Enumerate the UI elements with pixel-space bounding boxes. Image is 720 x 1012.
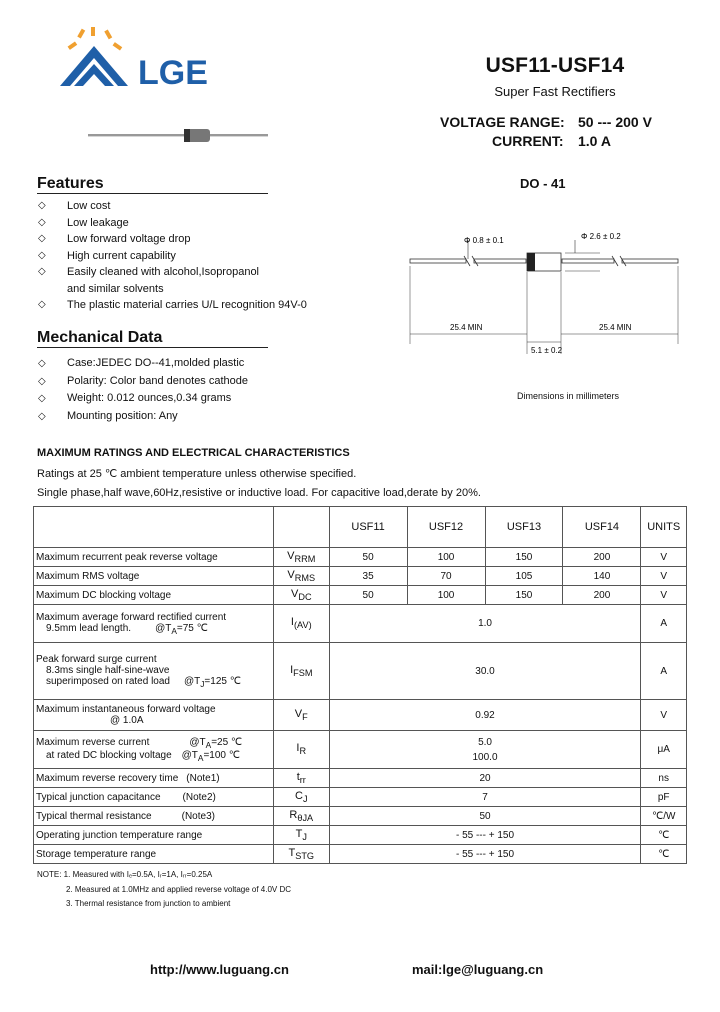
table-row: Peak forward surge current 8.3ms single half-sine-wave superimposed on rated load $@T_J=125$ ℃ $I_{FSM}$ 30.0 A: [34, 643, 687, 700]
list-item: ◇ The plastic material carries U/L recognition 94V-0: [38, 297, 307, 314]
diamond-bullet-icon: ◇: [38, 266, 46, 277]
diamond-bullet-icon: ◇: [38, 216, 46, 228]
part-number: USF11-USF14: [485, 54, 625, 77]
ratings-condition-2: Single phase,half wave,60Hz,resistive or inductive load. For capacitive load,derate by 20%.: [37, 487, 481, 499]
ratings-condition-1: Ratings at 25 ℃ ambient temperature unless otherwise specified.: [37, 468, 357, 480]
diamond-bullet-icon: ◇: [38, 249, 46, 261]
voltage-range-label: VOLTAGE RANGE:: [440, 114, 565, 130]
table-row: Maximum reverse current $@T_A=25$ ℃ at rated DC blocking voltage $@T_A=100$ ℃ $I_R$ 5.0 100.0 μA: [34, 731, 687, 769]
diamond-bullet-icon: ◇: [38, 200, 46, 211]
list-item: ◇ Case:JEDEC DO--41,molded plastic: [38, 355, 248, 373]
lead-length-left-label: 25.4 MIN: [450, 323, 483, 332]
list-item: ◇ Low cost: [38, 198, 307, 215]
footer-email-link[interactable]: mail:lge@luguang.cn: [412, 962, 544, 977]
table-row: Maximum average forward rectified current 9.5mm lead length. $@T_A=75$ ℃ $I_{(AV)}$ 1.0 A: [34, 605, 687, 643]
lead-length-right-label: 25.4 MIN: [599, 323, 632, 332]
body-length-label: 5.1 ± 0.2: [531, 346, 563, 355]
col-header-usf12: USF12: [407, 507, 485, 548]
table-row: Typical thermal resistance (Note3) $R_{\theta JA}$ 50 ℃/W: [34, 807, 687, 826]
package-name: DO - 41: [520, 176, 566, 191]
lead-diameter-label: Φ 0.8 ± 0.1: [464, 236, 504, 245]
notes: [37, 868, 291, 912]
col-header-usf13: USF13: [485, 507, 563, 548]
col-header-units: UNITS: [641, 507, 687, 548]
voltage-range-value: 50 --- 200 V: [578, 114, 652, 130]
table-header-row: [34, 507, 687, 548]
table-row: Operating junction temperature range $T_J$ - 55 --- + 150 ℃: [34, 826, 687, 845]
diamond-bullet-icon: ◇: [38, 358, 46, 369]
table-row: Maximum DC blocking voltage $V_{DC}$ 50 100 150 200 V: [34, 586, 687, 605]
part-subtitle: Super Fast Rectifiers: [494, 84, 616, 99]
dimension-note: Dimensions in millimeters: [517, 391, 620, 401]
mechanical-list: [38, 355, 248, 425]
footer-website-link[interactable]: http://www.luguang.cn: [150, 962, 289, 977]
current-label: CURRENT:: [492, 133, 564, 149]
sun-rays-icon: [68, 27, 123, 51]
table-row: Maximum recurrent peak reverse voltage $V_{RRM}$ 50 100 150 200 V: [34, 548, 687, 567]
ratings-title: MAXIMUM RATINGS AND ELECTRICAL CHARACTERISTICS: [37, 447, 350, 459]
body-diameter-label: Φ 2.6 ± 0.2: [581, 232, 621, 241]
features-title: Features: [37, 175, 104, 192]
table-row: Typical junction capacitance (Note2) $C_J$ 7 pF: [34, 788, 687, 807]
table-row: Maximum reverse recovery time (Note1) $t_{rr}$ 20 ns: [34, 769, 687, 788]
package-dimension-drawing: [400, 226, 690, 361]
note-1: NOTE: 1. Measured with Iₑ=0.5A, Iᵣ=1A, Iᵣᵣ=0.25A: [37, 870, 213, 879]
table-row: Maximum instantaneous forward voltage @ 1.0A $V_F$ 0.92 V: [34, 700, 687, 731]
note-2: 2. Measured at 1.0MHz and applied reverse voltage of 4.0V DC: [66, 884, 292, 894]
table-row: Maximum RMS voltage $V_{RMS}$ 35 70 105 140 V: [34, 567, 687, 586]
list-item: ◇ Easily cleaned with alcohol,Isopropanol: [38, 264, 307, 281]
current-value: 1.0 A: [578, 133, 611, 149]
brand-logo: [58, 24, 238, 94]
svg-text:LGE: LGE: [138, 54, 208, 92]
col-header-usf11: USF11: [329, 507, 407, 548]
list-item: ◇ Low forward voltage drop: [38, 231, 307, 248]
diode-image: [88, 126, 268, 146]
diamond-bullet-icon: ◇: [38, 393, 46, 404]
list-item: ◇ Weight: 0.012 ounces,0.34 grams: [38, 390, 248, 408]
list-item: ◇ Low leakage: [38, 215, 307, 232]
list-item: ◇ High current capability: [38, 248, 307, 265]
mountain-icon: [60, 46, 128, 86]
brand-wordmark: [138, 54, 208, 92]
diamond-bullet-icon: ◇: [38, 233, 46, 244]
ratings-table: [33, 506, 687, 864]
diamond-bullet-icon: ◇: [38, 410, 46, 422]
mechanical-title: Mechanical Data: [37, 329, 163, 346]
mechanical-divider: [37, 347, 268, 348]
diamond-bullet-icon: ◇: [38, 299, 46, 310]
diamond-bullet-icon: ◇: [38, 375, 46, 387]
note-3: 3. Thermal resistance from junction to ambient: [66, 899, 231, 908]
features-divider: [37, 193, 268, 194]
list-item: ◇ Polarity: Color band denotes cathode: [38, 373, 248, 391]
features-list: [38, 198, 307, 314]
col-header-usf14: USF14: [563, 507, 641, 548]
list-item: ◇ Mounting position: Any: [38, 408, 248, 426]
list-item: and similar solvents: [67, 282, 164, 295]
table-row: Storage temperature range $T_{STG}$ - 55 --- + 150 ℃: [34, 845, 687, 864]
